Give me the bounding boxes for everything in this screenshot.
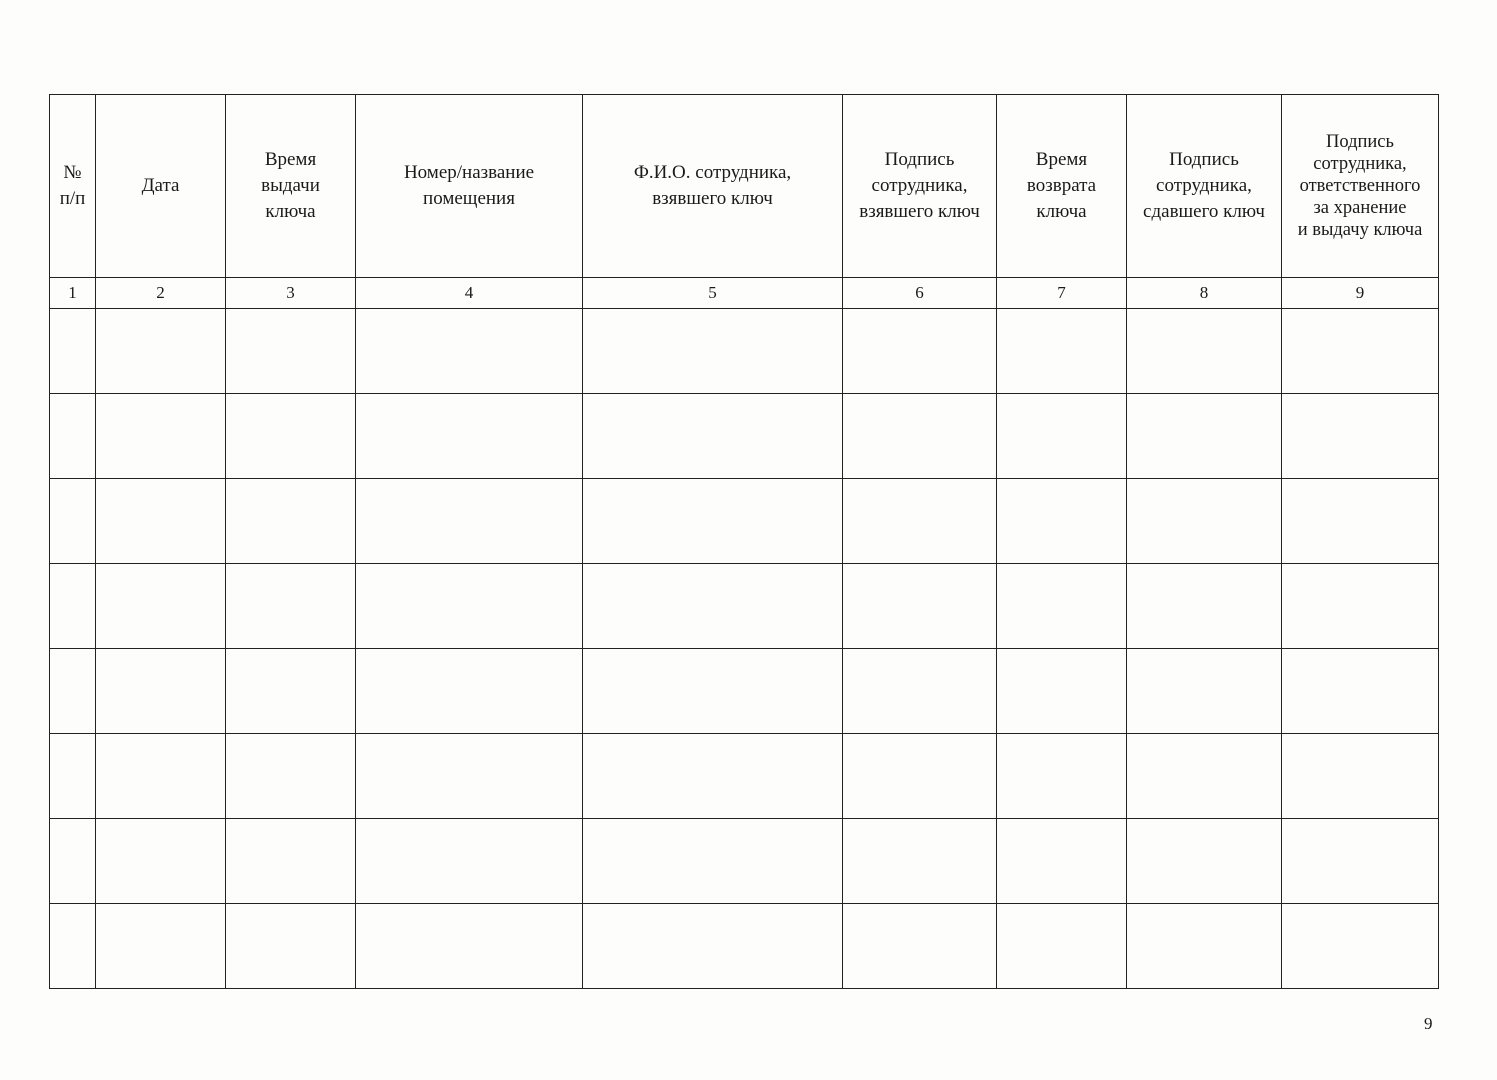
header-cell-number: № п/п: [50, 95, 96, 278]
column-number: 9: [1282, 278, 1439, 309]
empty-cell: [50, 394, 96, 479]
empty-cell: [843, 479, 997, 564]
empty-cell: [1282, 479, 1439, 564]
empty-cell: [1282, 394, 1439, 479]
header-cell-return-time: Время возврата ключа: [997, 95, 1127, 278]
empty-cell: [96, 309, 226, 394]
table-row: [50, 734, 1439, 819]
empty-cell: [583, 904, 843, 989]
empty-cell: [96, 734, 226, 819]
table-row: [50, 819, 1439, 904]
empty-cell: [226, 734, 356, 819]
header-cell-issue-time: Время выдачи ключа: [226, 95, 356, 278]
empty-cell: [1127, 479, 1282, 564]
column-number: 8: [1127, 278, 1282, 309]
empty-cell: [50, 564, 96, 649]
column-number: 3: [226, 278, 356, 309]
empty-cell: [356, 819, 583, 904]
empty-cell: [356, 309, 583, 394]
header-cell-employee-name: Ф.И.О. сотрудника, взявшего ключ: [583, 95, 843, 278]
table-row: [50, 564, 1439, 649]
empty-cell: [1127, 309, 1282, 394]
empty-cell: [583, 819, 843, 904]
empty-cell: [1127, 649, 1282, 734]
key-log-table: [49, 94, 1439, 989]
empty-cell: [1282, 904, 1439, 989]
empty-cell: [226, 819, 356, 904]
table-row: [50, 479, 1439, 564]
column-number: 7: [997, 278, 1127, 309]
empty-cell: [356, 564, 583, 649]
empty-cell: [1282, 649, 1439, 734]
empty-cell: [96, 649, 226, 734]
empty-cell: [843, 649, 997, 734]
empty-cell: [50, 819, 96, 904]
header-cell-responsible-signature: Подпись сотрудника, ответственного за хранение и выдачу ключа: [1282, 95, 1439, 278]
header-cell-room: Номер/название помещения: [356, 95, 583, 278]
empty-cell: [583, 734, 843, 819]
empty-cell: [226, 394, 356, 479]
empty-cell: [1127, 819, 1282, 904]
empty-cell: [843, 734, 997, 819]
empty-cell: [997, 309, 1127, 394]
empty-cell: [997, 904, 1127, 989]
empty-cell: [997, 734, 1127, 819]
empty-cell: [1127, 394, 1282, 479]
empty-cell: [583, 649, 843, 734]
empty-cell: [96, 819, 226, 904]
table-row: [50, 904, 1439, 989]
empty-cell: [1127, 564, 1282, 649]
empty-cell: [226, 309, 356, 394]
empty-cell: [50, 479, 96, 564]
empty-cell: [997, 649, 1127, 734]
header-cell-date: Дата: [96, 95, 226, 278]
column-number: 5: [583, 278, 843, 309]
empty-cell: [50, 649, 96, 734]
empty-cell: [843, 564, 997, 649]
empty-cell: [356, 479, 583, 564]
empty-cell: [1127, 904, 1282, 989]
column-number: 4: [356, 278, 583, 309]
empty-cell: [356, 904, 583, 989]
empty-cell: [1127, 734, 1282, 819]
column-number: 2: [96, 278, 226, 309]
empty-cell: [96, 479, 226, 564]
page-number: 9: [1424, 1014, 1433, 1033]
empty-cell: [96, 394, 226, 479]
table-row: [50, 309, 1439, 394]
empty-cell: [50, 904, 96, 989]
empty-cell: [50, 734, 96, 819]
table-row: [50, 394, 1439, 479]
empty-cell: [843, 819, 997, 904]
empty-cell: [583, 479, 843, 564]
header-cell-returner-signature: Подпись сотрудника, сдавшего ключ: [1127, 95, 1282, 278]
empty-cell: [997, 819, 1127, 904]
empty-cell: [226, 904, 356, 989]
column-number: 6: [843, 278, 997, 309]
empty-cell: [356, 394, 583, 479]
empty-cell: [997, 394, 1127, 479]
empty-cell: [96, 904, 226, 989]
empty-cell: [843, 904, 997, 989]
empty-cell: [843, 309, 997, 394]
empty-cell: [997, 479, 1127, 564]
empty-cell: [50, 309, 96, 394]
empty-cell: [226, 564, 356, 649]
empty-cell: [226, 479, 356, 564]
column-number-row: [50, 278, 1439, 309]
empty-cell: [1282, 309, 1439, 394]
empty-cell: [583, 564, 843, 649]
empty-cell: [356, 649, 583, 734]
empty-cell: [1282, 564, 1439, 649]
empty-cell: [226, 649, 356, 734]
header-cell-taker-signature: Подпись сотрудника, взявшего ключ: [843, 95, 997, 278]
empty-cell: [997, 564, 1127, 649]
empty-cell: [583, 309, 843, 394]
column-number: 1: [50, 278, 96, 309]
empty-cell: [1282, 819, 1439, 904]
header-row: [50, 95, 1439, 278]
empty-cell: [583, 394, 843, 479]
empty-cell: [356, 734, 583, 819]
table-row: [50, 649, 1439, 734]
empty-cell: [843, 394, 997, 479]
empty-cell: [96, 564, 226, 649]
empty-cell: [1282, 734, 1439, 819]
